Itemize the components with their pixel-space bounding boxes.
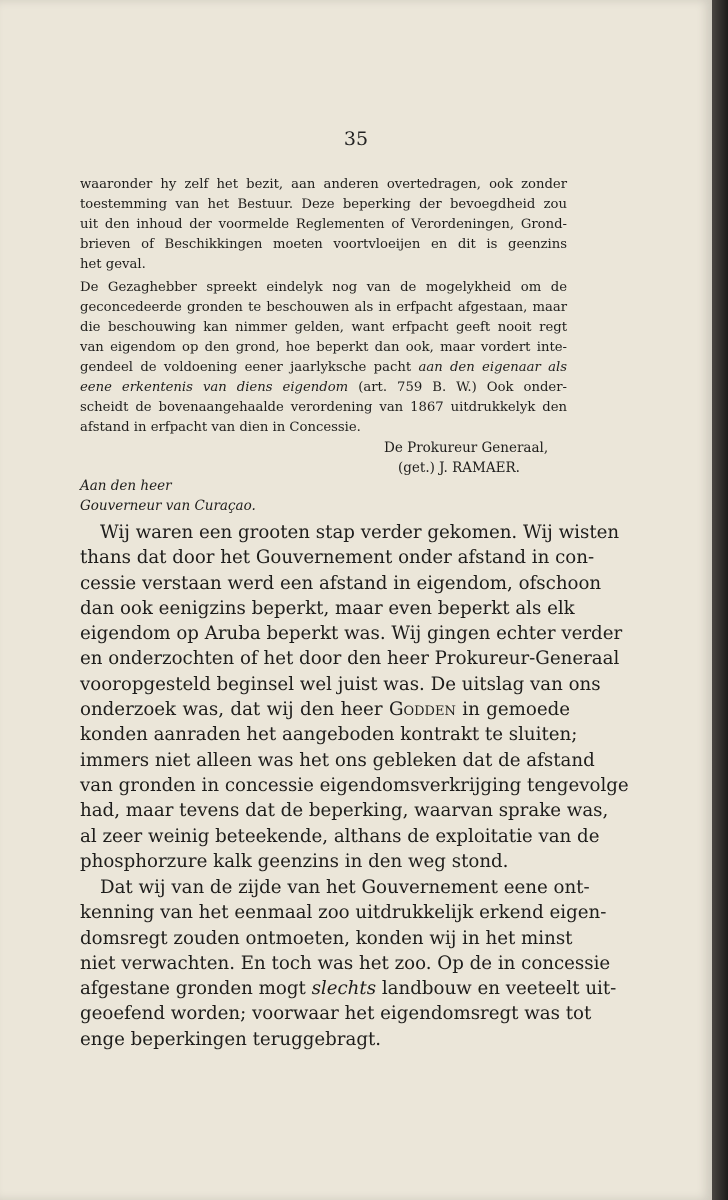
text-line: dan ook eenigzins beperkt, maar even beperkt als elk xyxy=(80,597,575,619)
italic-run: eene erkentenis van diens eigendom xyxy=(80,380,349,395)
text-line: toestemming van het Bestuur. Deze beperking der bevoegdheid zou xyxy=(80,197,567,212)
text-line: kenning van het eenmaal zoo uitdrukkelijk erkend eigen- xyxy=(80,902,607,924)
italic-run: aan den eigenaar als xyxy=(418,360,567,375)
page-number: 35 xyxy=(343,128,369,150)
text-line: geoefend worden; voorwaar het eigendomsregt was tot xyxy=(80,1003,592,1025)
text-line: eigendom op Aruba beperkt was. Wij gingen echter verder xyxy=(80,623,623,645)
text-line: die beschouwing kan nimmer gelden, want erfpacht geeft nooit regt xyxy=(80,320,567,335)
text-line: scheidt de bovenaangehaalde verordening van 1867 uitdrukkelyk den xyxy=(80,400,567,415)
text-line: afstand in erfpacht van dien in Concessie. xyxy=(80,420,361,435)
text-line: Dat wij van de zijde van het Gouvernement eene ont- xyxy=(100,877,590,898)
text-run: onderzoek was, dat wij den heer xyxy=(80,699,383,721)
address-line-1: Aan den heer xyxy=(80,478,172,494)
signature-title: De Prokureur Generaal, xyxy=(384,440,549,456)
text-line: en onderzochten of het door den heer Prokureur-Generaal xyxy=(80,648,620,670)
signature-name: (get.) J. RAMAER. xyxy=(398,460,520,476)
text-line: immers niet alleen was het ons gebleken dat de afstand xyxy=(80,749,595,771)
text-line xyxy=(80,358,567,378)
text-line: uit den inhoud der voormelde Reglementen of Verordeningen, Grond- xyxy=(80,217,567,232)
text-line: domsregt zouden ontmoeten, konden wij in het minst xyxy=(80,927,573,949)
text-line: had, maar tevens dat de beperking, waarvan sprake was, xyxy=(80,800,609,822)
text-run: (art. 759 B. W.) Ook onder- xyxy=(358,380,567,395)
paragraph-1 xyxy=(80,175,567,275)
text-line: brieven of Beschikkingen moeten voortvloeijen en dit is geenzins xyxy=(80,237,567,252)
text-line: al zeer weinig beteekende, althans de exploitatie van de xyxy=(80,825,600,847)
text-line: waaronder hy zelf het bezit, aan anderen overtedragen, ook zonder xyxy=(80,177,567,192)
text-line: niet verwachten. En toch was het zoo. Op de in concessie xyxy=(80,952,611,974)
text-line xyxy=(80,976,617,1001)
text-line xyxy=(80,378,567,398)
text-line: geconcedeerde gronden te beschouwen als in erfpacht afgestaan, maar xyxy=(80,300,567,315)
text-line: cessie verstaan werd een afstand in eigendom, ofschoon xyxy=(80,572,602,594)
text-run: in gemoede xyxy=(462,699,570,721)
small-caps-name: Godden xyxy=(388,699,456,721)
text-line: van eigendom op den grond, hoe beperkt dan ook, maar vordert inte- xyxy=(80,340,567,355)
paragraph-4 xyxy=(80,875,617,1052)
text-line: vooropgesteld beginsel wel juist was. De uitslag van ons xyxy=(80,673,601,695)
paragraph-2 xyxy=(80,278,567,438)
text-line: De Gezaghebber spreekt eindelyk nog van de mogelykheid om de xyxy=(80,280,567,295)
text-line: thans dat door het Gouvernement onder afstand in con- xyxy=(80,547,595,569)
text-run: landbouw en veeteelt uit- xyxy=(381,978,617,1000)
book-spine-edge xyxy=(712,0,728,1200)
text-line: konden aanraden het aangeboden kontrakt te sluiten; xyxy=(80,724,578,746)
text-line: het geval. xyxy=(80,257,146,272)
text-line: phosphorzure kalk geenzins in den weg stond. xyxy=(80,850,509,872)
text-run: afgestane gronden mogt xyxy=(80,978,306,1000)
text-line: enge beperkingen teruggebragt. xyxy=(80,1028,382,1050)
italic-run: slechts xyxy=(311,978,377,1000)
text-line: van gronden in concessie eigendomsverkrijging tengevolge xyxy=(80,774,629,796)
address-line-2: Gouverneur van Curaçao. xyxy=(80,498,256,514)
text-line: Wij waren een grooten stap verder gekomen. Wij wisten xyxy=(100,522,620,543)
text-line xyxy=(80,697,570,722)
text-run: gendeel de voldoening eener jaarlyksche pacht xyxy=(80,360,412,375)
paragraph-3 xyxy=(80,520,629,874)
